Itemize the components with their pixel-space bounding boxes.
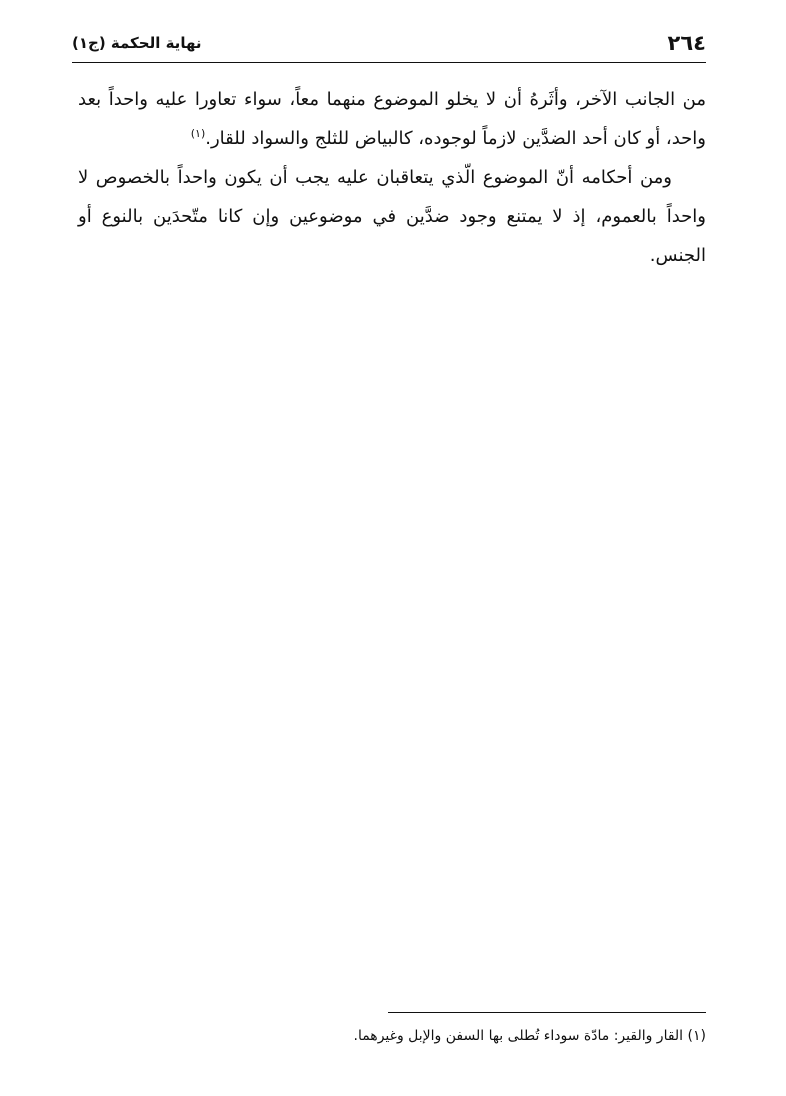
main-text xyxy=(78,80,706,275)
footnote-reference[interactable]: (١) xyxy=(190,127,206,140)
paragraph-text: ومن أحكامه أنّ الموضوع الّذي يتعاقبان عليه يجب أن يكون واحداً بالخصوص لا واحداً بالعموم، إذ لا يمتنع وجود ضدَّين في موضوعين وإن كانا متّحدَين بالنوع أو الجنس. xyxy=(78,167,706,266)
page-number: ٢٦٤ xyxy=(667,31,706,55)
paragraph-text: من الجانب الآخر، وأثَرهُ أن لا يخلو الموضوع منهما معاً، سواء تعاورا عليه واحداً بعد واحد، أو كان أحد الضدَّين لازماً لوجوده، كالبياض للثلج والسواد للقار. xyxy=(78,89,706,149)
page-header xyxy=(72,28,706,60)
paragraph xyxy=(78,158,706,275)
footnote: (١) القار والقير: مادّة سوداء تُطلى بها السفن والإبل وغيرهما. xyxy=(353,1028,706,1044)
running-title: نهاية الحكمة (ج١) xyxy=(72,34,202,52)
footnote-separator xyxy=(388,1012,706,1013)
header-rule xyxy=(72,62,706,63)
paragraph xyxy=(78,80,706,158)
